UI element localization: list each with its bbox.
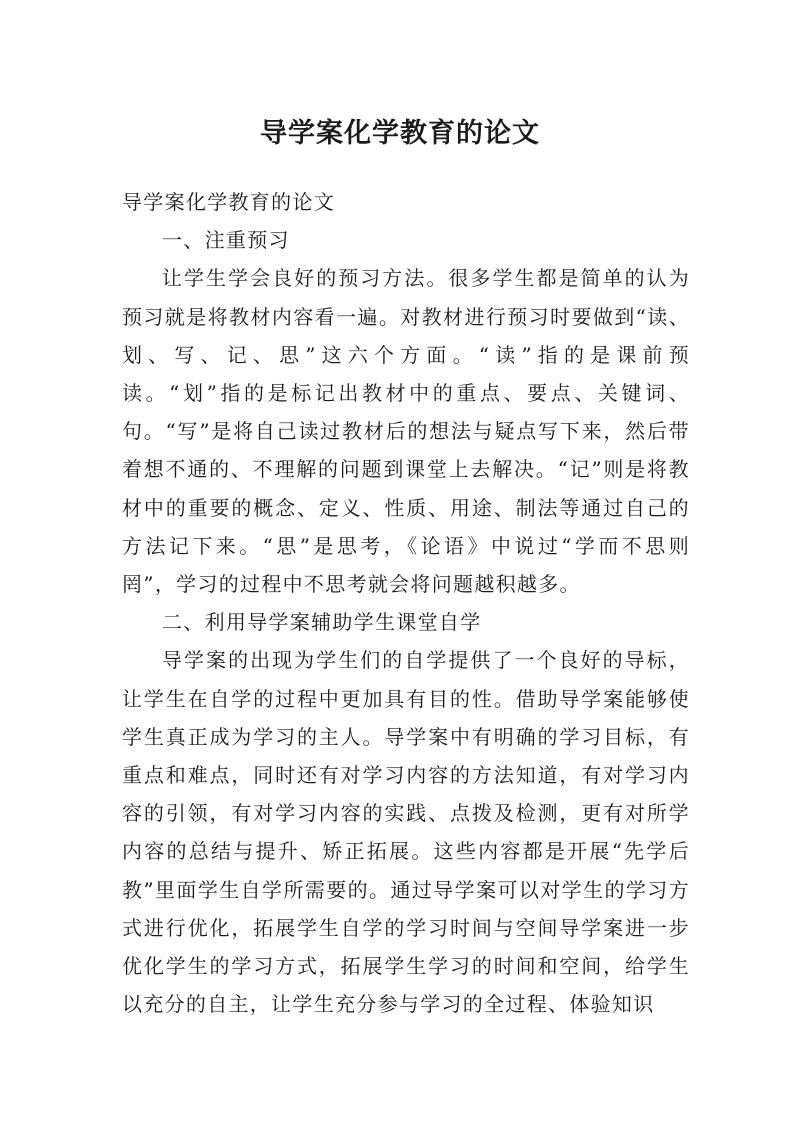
- section-2-heading: 二、利用导学案辅助学生课堂自学: [162, 610, 482, 635]
- document-subtitle: 导学案化学教育的论文: [122, 190, 335, 214]
- document-body: [122, 183, 690, 1023]
- document-title: 导学案化学教育的论文: [260, 118, 540, 150]
- section-1-heading: 一、注重预习: [162, 228, 290, 253]
- section-2-paragraph: 导学案的出现为学生们的自学提供了一个良好的导标，让学生在自学的过程中更加具有目的性。借助导学案能够使学生真正成为学习的主人。导学案中有明确的学习目标，有重点和难点，同时还有对学习内容的方法知道，有对学习内容的引领，有对学习内容的实践、点拨及检测，更有对所学内容的总结与提升、矫正拓展。这些内容都是开展“先学后教”里面学生自学所需要的。通过导学案可以对学生的学习方式进行优化，拓展学生自学的学习时间与空间导学案进一步优化学生的学习方式，拓展学生学习的时间和空间，给学生以充分的自主，让学生充分参与学习的全过程、体验知识: [122, 648, 690, 1017]
- section-1-paragraph: 让学生学会良好的预习方法。很多学生都是简单的认为预习就是将教材内容看一遍。对教材进行预习时要做到“读、划、写、记、思”这六个方面。“读”指的是课前预读。“划”指的是标记出教材中的重点、要点、关键词、句。“写”是将自己读过教材后的想法与疑点写下来，然后带着想不通的、不理解的问题到课堂上去解决。“记”则是将教材中的重要的概念、定义、性质、用途、制法等通过自己的方法记下来。“思”是思考，《论语》中说过“学而不思则罔”，学习的过程中不思考就会将问题越积越多。: [122, 266, 690, 597]
